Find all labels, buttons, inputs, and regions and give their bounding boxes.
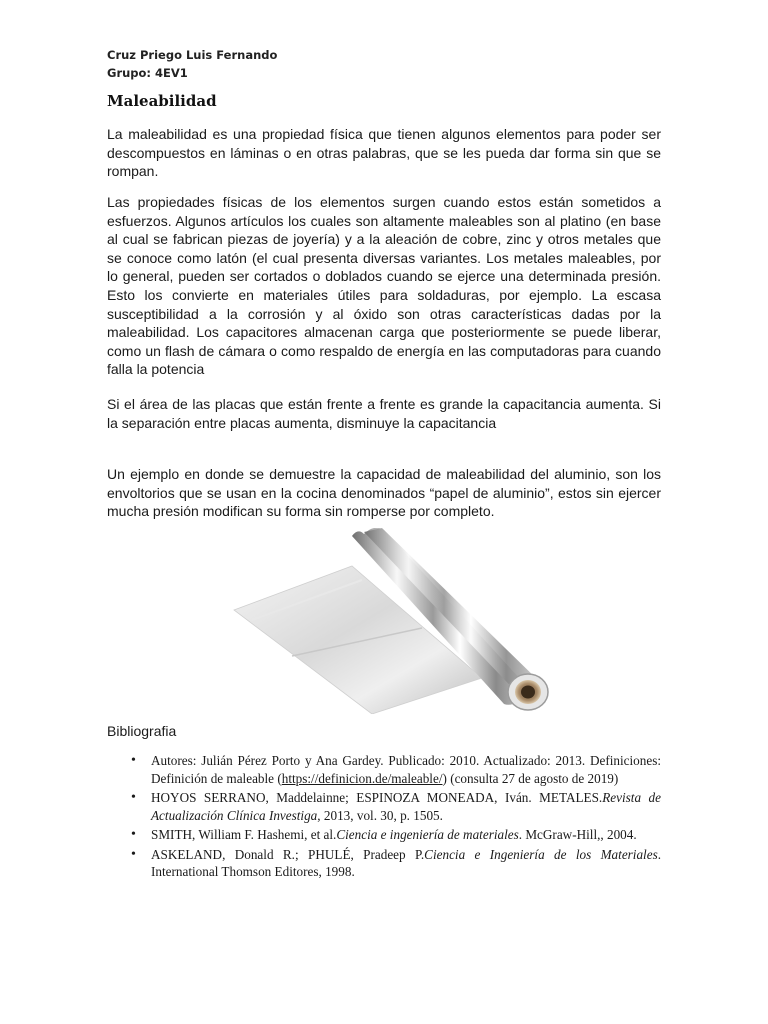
reference-item: • Autores: Julián Pérez Porto y Ana Gardey. Publicado: 2010. Actualizado: 2013. Definiciones: Definición de maleable (https://definicion.de/maleable/) (consulta 27 de agosto de 2019) [107, 752, 661, 787]
reference-item: • HOYOS SERRANO, Maddelainne; ESPINOZA MONEADA, Iván. METALES.Revista de Actualización Clínica Investiga, 2013, vol. 30, p. 1505. [107, 789, 661, 824]
reference-item: • ASKELAND, Donald R.; PHULÉ, Pradeep P.Ciencia e Ingeniería de los Materiales. International Thomson Editores, 1998. [107, 846, 661, 881]
aluminum-foil-roll-image [232, 528, 552, 714]
author-header [107, 46, 277, 82]
document-title: Maleabilidad [107, 92, 217, 110]
paragraph-properties: Las propiedades físicas de los elementos surgen cuando estos están sometidos a esfuerzos. Algunos artículos los cuales son altamente maleables son al platino (en base al cual se fabrican piezas de joyería) y a la aleación de cobre, zinc y otros metales que se conoce como latón (el cual presenta diversas variantes. Los metales maleables, por lo general, pueden ser cortados o doblados cuando se ejerce una determinada presión. Esto los convierte en materiales útiles para soldaduras, por ejemplo. La escasa susceptibilidad a la corrosión y al óxido son otras características dadas por la maleabilidad. Los capacitores almacenan carga que posteriormente se puede liberar, como un flash de cámara o como respaldo de energía en las computadoras para cuando falla la potencia [107, 194, 661, 378]
bibliography-list [107, 752, 661, 883]
paragraph-capacitance: Si el área de las placas que están frente a frente es grande la capacitancia aumenta. Si la separación entre placas aumenta, disminuye la capacitancia [107, 396, 661, 431]
reference-item: • SMITH, William F. Hashemi, et al.Ciencia e ingeniería de materiales. McGraw-Hill,, 2004. [107, 826, 661, 844]
paragraph-definition: La maleabilidad es una propiedad física que tienen algunos elementos para poder ser descompuestos en láminas o en otras palabras, que se les pueda dar forma sin que se rompan. [107, 126, 661, 180]
author-name: Cruz Priego Luis Fernando [107, 48, 278, 62]
group-label: Grupo: 4EV1 [107, 66, 188, 80]
reference-link[interactable]: https://definicion.de/maleable/ [281, 770, 443, 786]
paragraph-example: Un ejemplo en donde se demuestre la capacidad de maleabilidad del aluminio, son los envoltorios que se usan en la cocina denominados “papel de aluminio”, estos sin ejercer mucha presión modifican su forma sin romperse por completo. [107, 466, 661, 520]
bibliography-title: Bibliografia [107, 723, 177, 739]
